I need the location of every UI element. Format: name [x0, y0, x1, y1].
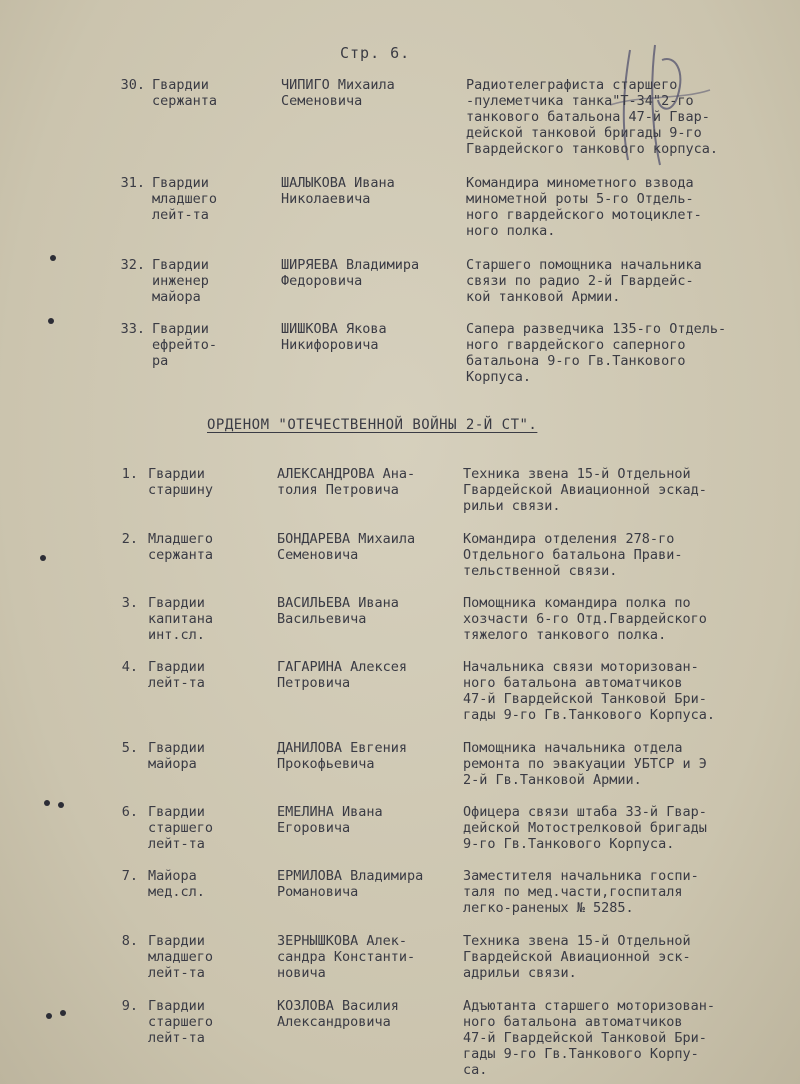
- entry-position: Старшего помощника начальника связи по радио 2-й Гвардейс- кой танковой Армии.: [466, 257, 702, 305]
- entry-number: 31.: [120, 175, 145, 191]
- entry-number: 33.: [120, 321, 145, 337]
- entry-position: Техника звена 15-й Отдельной Гвардейской Авиационной эск- адрильи связи.: [463, 933, 691, 981]
- entry-rank: Гвардии сержанта: [152, 77, 218, 109]
- entry-position: Сапера разведчика 135-го Отдель- ного гвардейского саперного батальона 9-го Гв.Танкового Корпуса.: [466, 321, 727, 385]
- entry-position: Радиотелеграфиста старшего -пулеметчика танка"Т-34"2-го танкового батальона 47-й Гвар- дейской танковой бригады 9-го Гвардейского танкового корпуса.: [466, 77, 718, 157]
- entry-number: 5.: [121, 740, 138, 756]
- entry-rank: Гвардии младшего лейт-та: [152, 175, 218, 223]
- punch-mark: [46, 1013, 52, 1019]
- entry-number: 3.: [121, 595, 138, 611]
- entry-name: ШАЛЫКОВА Ивана Николаевича: [281, 175, 395, 207]
- entry-rank: Гвардии старшину: [148, 466, 214, 498]
- punch-mark: [58, 802, 64, 808]
- entry-name: ЕМЕЛИНА Ивана Егоровича: [277, 804, 383, 836]
- entry-position: Офицера связи штаба 33-й Гвар- дейской Мотострелковой бригады 9-го Гв.Танкового Корпуса.: [463, 804, 707, 852]
- entry-number: 4.: [121, 659, 138, 675]
- entry-name: ШИШКОВА Якова Никифоровича: [281, 321, 387, 353]
- entry-number: 9.: [121, 998, 138, 1014]
- entry-rank: Гвардии лейт-та: [148, 659, 205, 691]
- entry-name: АЛЕКСАНДРОВА Ана- толия Петровича: [277, 466, 416, 498]
- entry-name: ГАГАРИНА Алексея Петровича: [277, 659, 408, 691]
- entry-number: 30.: [120, 77, 145, 93]
- punch-mark: [48, 318, 54, 324]
- section-heading: ОРДЕНОМ "ОТЕЧЕСТВЕННОЙ ВОЙНЫ 2-Й СТ".: [207, 417, 538, 433]
- entry-number: 2.: [121, 531, 138, 547]
- entry-number: 7.: [121, 868, 138, 884]
- entry-position: Техника звена 15-й Отдельной Гвардейской Авиационной эскад- рильи связи.: [463, 466, 707, 514]
- entry-position: Командира минометного взвода минометной роты 5-го Отдель- ного гвардейского мотоциклет- ного полка.: [466, 175, 702, 239]
- punch-mark: [50, 255, 56, 261]
- entry-name: КОЗЛОВА Василия Александровича: [277, 998, 399, 1030]
- entry-position: Адъютанта старшего моторизован- ного батальона автоматчиков 47-й Гвардейской Танковой Бри- гады 9-го Гв.Танкового Корпу- са.: [463, 998, 715, 1078]
- entry-name: ЗЕРНЫШКОВА Алек- сандра Константи- новича: [277, 933, 416, 981]
- entry-number: 6.: [121, 804, 138, 820]
- entry-name: ЕРМИЛОВА Владимира Романовича: [277, 868, 424, 900]
- entry-name: БОНДАРЕВА Михаила Семеновича: [277, 531, 416, 563]
- entry-rank: Майора мед.сл.: [148, 868, 205, 900]
- entry-number: 8.: [121, 933, 138, 949]
- entry-rank: Гвардии старшего лейт-та: [148, 998, 214, 1046]
- punch-mark: [40, 555, 46, 561]
- entry-name: ШИРЯЕВА Владимира Федоровича: [281, 257, 420, 289]
- entry-number: 32.: [120, 257, 145, 273]
- entry-rank: Младшего сержанта: [148, 531, 214, 563]
- entry-name: ДАНИЛОВА Евгения Прокофьевича: [277, 740, 408, 772]
- punch-mark: [44, 800, 50, 806]
- entry-number: 1.: [121, 466, 138, 482]
- entry-position: Помощника начальника отдела ремонта по эвакуации УБТСР и Э 2-й Гв.Танковой Армии.: [463, 740, 707, 788]
- page-number: Стр. 6.: [340, 44, 411, 62]
- entry-position: Помощника командира полка по хозчасти 6-го Отд.Гвардейского тяжелого танкового полка.: [463, 595, 707, 643]
- entry-position: Начальника связи моторизован- ного батальона автоматчиков 47-й Гвардейской Танковой Бри- гады 9-го Гв.Танкового Корпуса.: [463, 659, 715, 723]
- entry-position: Командира отделения 278-го Отдельного батальона Прави- тельственной связи.: [463, 531, 683, 579]
- entry-rank: Гвардии майора: [148, 740, 205, 772]
- entry-rank: Гвардии инженер майора: [152, 257, 209, 305]
- entry-name: ЧИПИГО Михаила Семеновича: [281, 77, 395, 109]
- entry-position: Заместителя начальника госпи- таля по мед.части,госпиталя легко-раненых № 5285.: [463, 868, 699, 916]
- punch-mark: [60, 1010, 66, 1016]
- entry-rank: Гвардии старшего лейт-та: [148, 804, 214, 852]
- entry-name: ВАСИЛЬЕВА Ивана Васильевича: [277, 595, 399, 627]
- entry-rank: Гвардии ефрейто- ра: [152, 321, 218, 369]
- entry-rank: Гвардии капитана инт.сл.: [148, 595, 214, 643]
- entry-rank: Гвардии младшего лейт-та: [148, 933, 214, 981]
